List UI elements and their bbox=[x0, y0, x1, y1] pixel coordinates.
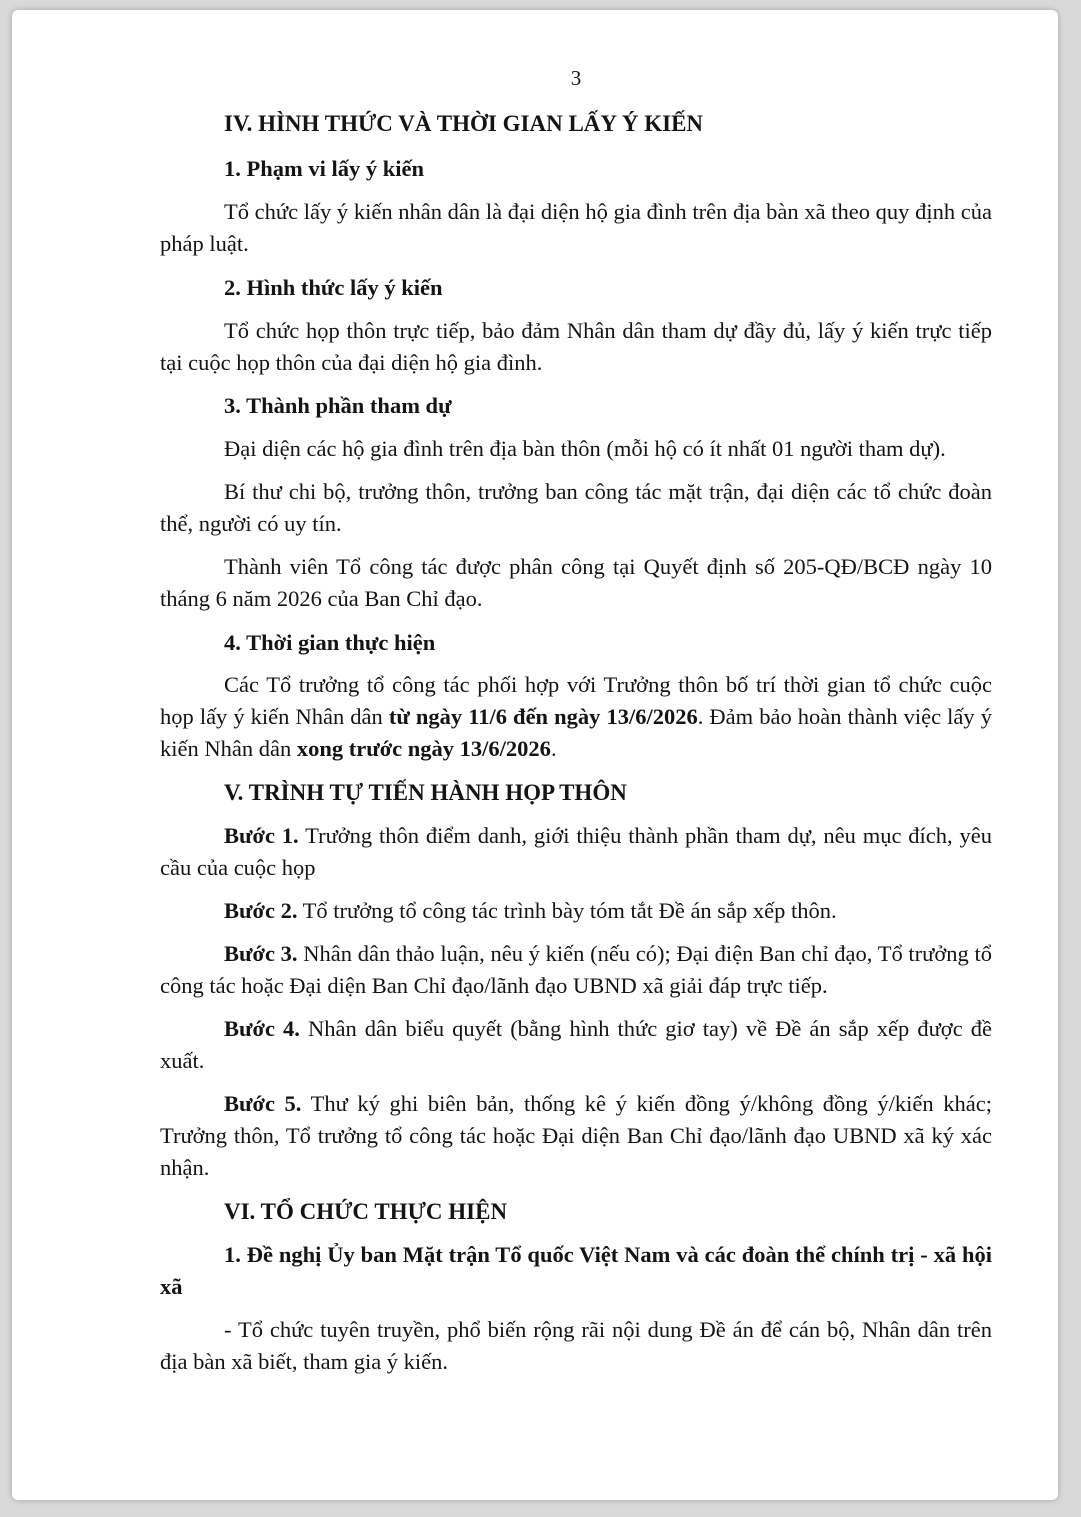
step-1 bbox=[160, 820, 992, 884]
section-iv-4-heading: 4. Thời gian thực hiện bbox=[224, 630, 436, 655]
step-5 bbox=[160, 1088, 992, 1184]
section-vi-heading: VI. TỔ CHỨC THỰC HIỆN bbox=[224, 1199, 508, 1224]
step-4 bbox=[160, 1013, 992, 1077]
step-5-text: Thư ký ghi biên bản, thống kê ý kiến đồng ý/không đồng ý/kiến khác; Trưởng thôn, Tổ trưởng tổ công tác hoặc Đại diện Ban Chỉ đạo/lãnh đạo UBND xã ký xác nhận. bbox=[160, 1091, 992, 1180]
section-iv-3-paragraph-1: Đại diện các hộ gia đình trên địa bàn thôn (mỗi hộ có ít nhất 01 người tham dự). bbox=[224, 436, 946, 461]
section-iv-2-heading: 2. Hình thức lấy ý kiến bbox=[224, 275, 443, 300]
step-3 bbox=[160, 938, 992, 1002]
section-iv-4-deadline: xong trước ngày 13/6/2026 bbox=[296, 736, 551, 761]
section-iv-4-text-c: . bbox=[550, 736, 557, 761]
step-3-text: Nhân dân thảo luận, nêu ý kiến (nếu có); Đại điện Ban chỉ đạo, Tổ trưởng tổ công tác hoặc Đại diện Ban Chỉ đạo/lãnh đạo UBND xã giải đáp trực tiếp. bbox=[160, 941, 992, 998]
section-vi-1-text: - Tổ chức tuyên truyền, phổ biến rộng rãi nội dung Đề án để cán bộ, Nhân dân trên địa bàn xã biết, tham gia ý kiến. bbox=[160, 1317, 992, 1374]
step-1-label: Bước 1. bbox=[224, 823, 299, 848]
document-page bbox=[12, 10, 1058, 1500]
step-5-label: Bước 5. bbox=[224, 1091, 302, 1116]
step-4-text: Nhân dân biểu quyết (bằng hình thức giơ tay) về Đề án sắp xếp được đề xuất. bbox=[160, 1016, 992, 1073]
section-iv-heading: IV. HÌNH THỨC VÀ THỜI GIAN LẤY Ý KIẾN bbox=[224, 111, 704, 136]
page-number: 3 bbox=[570, 66, 582, 90]
step-1-text: Trưởng thôn điểm danh, giới thiệu thành phần tham dự, nêu mục đích, yêu cầu của cuộc họp bbox=[160, 823, 992, 880]
section-vi-1-heading: 1. Đề nghị Ủy ban Mặt trận Tổ quốc Việt Nam và các đoàn thể chính trị - xã hội xã bbox=[160, 1242, 992, 1299]
section-iv-4-date-range: từ ngày 11/6 đến ngày 13/6/2026 bbox=[388, 704, 698, 729]
section-iv-3-paragraph-3: Thành viên Tổ công tác được phân công tại Quyết định số 205-QĐ/BCĐ ngày 10 tháng 6 năm 2026 của Ban Chỉ đạo. bbox=[160, 554, 992, 611]
section-iv-1-heading: 1. Phạm vi lấy ý kiến bbox=[224, 156, 425, 181]
section-iv-4-text bbox=[160, 669, 992, 765]
section-iv-2-text: Tổ chức họp thôn trực tiếp, bảo đảm Nhân dân tham dự đầy đủ, lấy ý kiến trực tiếp tại cuộc họp thôn của đại diện hộ gia đình. bbox=[160, 318, 992, 375]
step-2-label: Bước 2. bbox=[224, 898, 298, 923]
step-4-label: Bước 4. bbox=[224, 1016, 300, 1041]
section-iv-4-text-a: Các Tổ trưởng tổ công tác phối hợp với Trưởng thôn bố trí thời gian tổ chức cuộc họp lấy ý kiến Nhân dân bbox=[160, 672, 992, 729]
section-iv-1-text: Tổ chức lấy ý kiến nhân dân là đại diện hộ gia đình trên địa bàn xã theo quy định của pháp luật. bbox=[160, 199, 992, 256]
step-2 bbox=[160, 895, 992, 927]
step-3-label: Bước 3. bbox=[224, 941, 298, 966]
step-2-text: Tổ trưởng tổ công tác trình bày tóm tắt Đề án sắp xếp thôn. bbox=[297, 898, 837, 923]
section-iv-4-text-b: . Đảm bảo hoàn thành việc lấy ý kiến Nhân dân bbox=[160, 704, 992, 761]
section-v-heading: V. TRÌNH TỰ TIẾN HÀNH HỌP THÔN bbox=[224, 780, 627, 805]
section-iv-3-heading: 3. Thành phần tham dự bbox=[224, 393, 452, 418]
section-iv-3-paragraph-2: Bí thư chi bộ, trưởng thôn, trưởng ban công tác mặt trận, đại diện các tổ chức đoàn thể, người có uy tín. bbox=[160, 479, 992, 536]
